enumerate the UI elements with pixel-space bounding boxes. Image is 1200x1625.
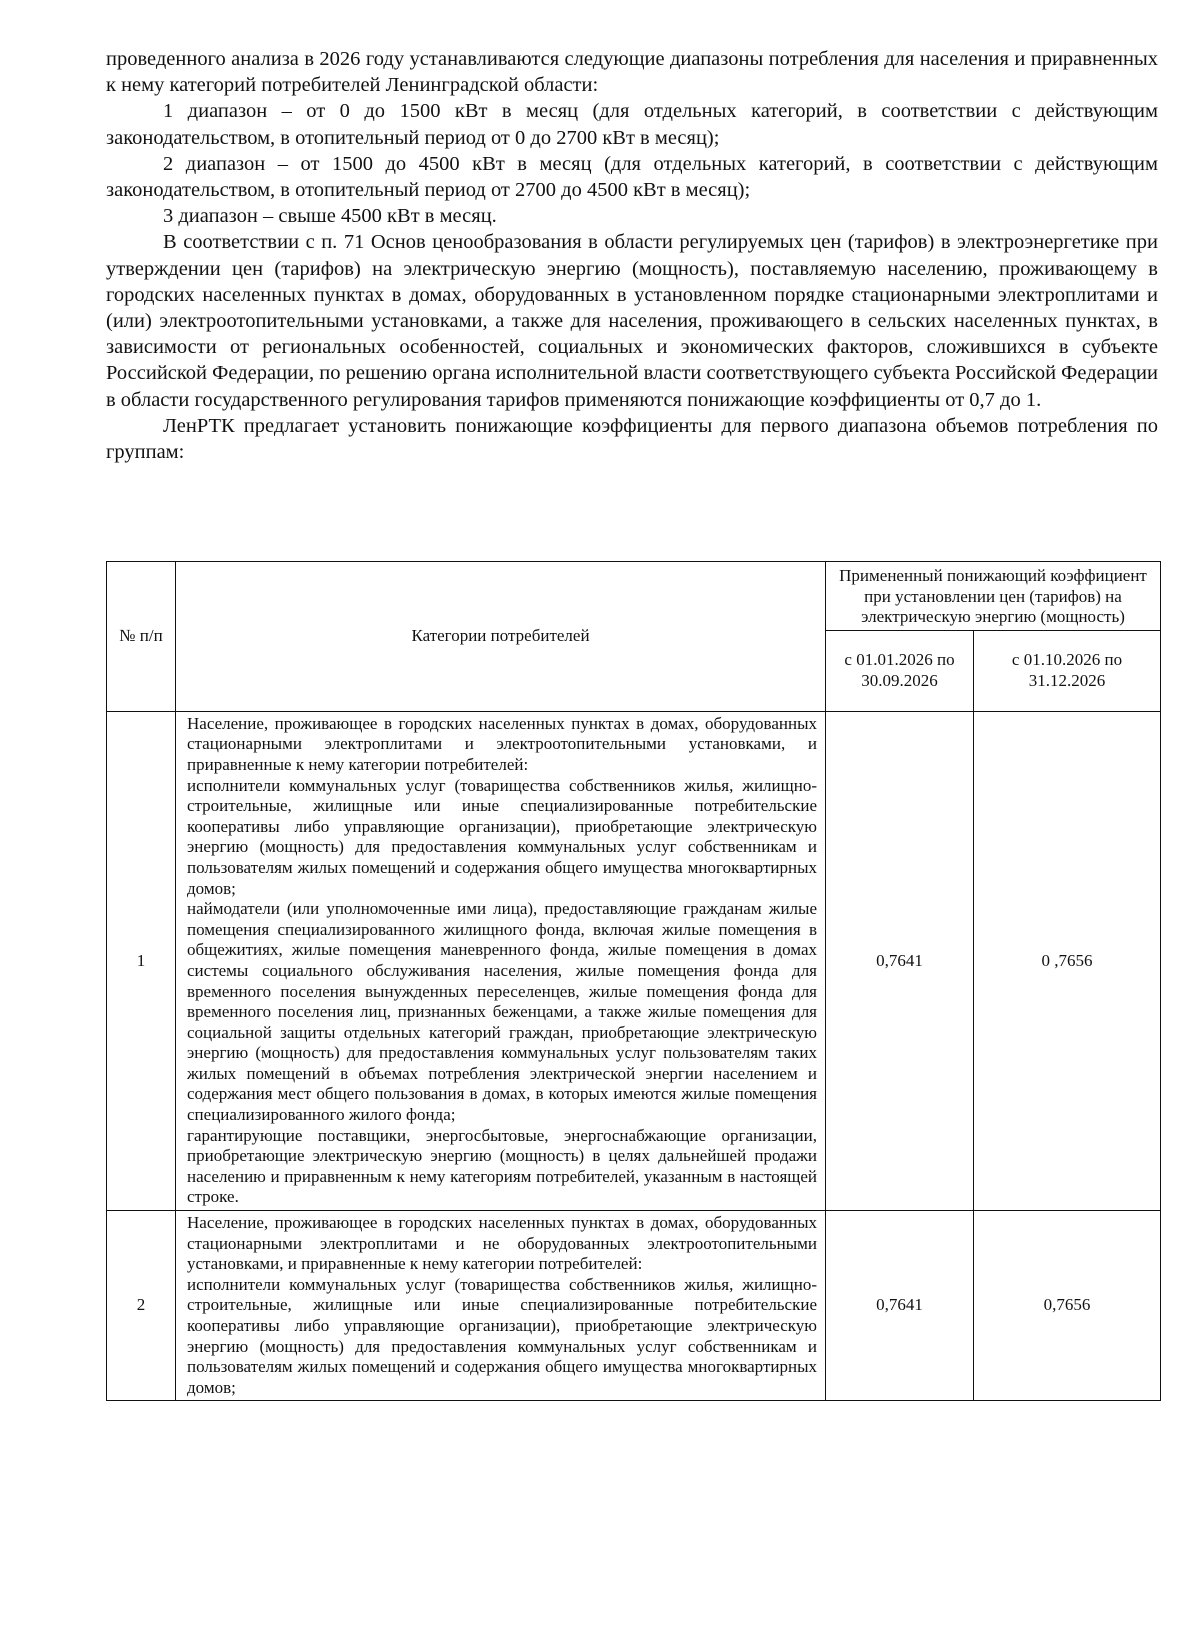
row-number: 2 — [107, 1211, 176, 1401]
header-period-2: с 01.10.2026 по 31.12.2026 — [974, 630, 1161, 711]
table-row — [107, 1211, 1161, 1401]
header-period-1: с 01.01.2026 по 30.09.2026 — [826, 630, 974, 711]
body-text — [106, 46, 1158, 465]
category-text: наймодатели (или уполномоченные ими лица), предоставляющие гражданам жилые помещения специализированного жилищного фонда, включая жилые помещения в общежитиях, жилые помещения маневренного фонда, жилые помещения в домах системы социального обслуживания населения, жилые помещения фонда для временного поселения вынужденных переселенцев, жилые помещения фонда для временного поселения лиц, признанных беженцами, а также жилые помещения для социальной защиты отдельных категорий граждан, приобретающие электрическую энергию (мощность) для предоставления коммунальных услуг пользователям таких жилых помещений в объемах потребления электрической энергии населением и содержания мест общего пользования в домах, в которых имеются жилые помещения специализированного жилого фонда; — [187, 899, 817, 1125]
header-coefficient: Примененный понижающий коэффициент при установлении цен (тарифов) на электрическую энергию (мощность) — [826, 562, 1161, 631]
category-text: исполнители коммунальных услуг (товарищества собственников жилья, жилищно-строительные, жилищные или иные специализированные потребительские кооперативы либо управляющие организации), приобретающие электрическую энергию (мощность) для предоставления коммунальных услуг собственникам и пользователям жилых помещений и содержания общего имущества многоквартирных домов; — [187, 775, 817, 898]
paragraph-range-1: 1 диапазон – от 0 до 1500 кВт в месяц (для отдельных категорий, в соответствии с действующим законодательством, в отопительный период от 0 до 2700 кВт в месяц); — [106, 100, 1158, 149]
header-number: № п/п — [107, 562, 176, 712]
header-category: Категории потребителей — [176, 562, 826, 712]
row-value-period-2: 0,7656 — [974, 1211, 1161, 1401]
category-text: исполнители коммунальных услуг (товарищества собственников жилья, жилищно-строительные, жилищные или иные специализированные потребительские кооперативы либо управляющие организации), приобретающие электрическую энергию (мощность) для предоставления коммунальных услуг собственникам и пользователям жилых помещений и содержания общего имущества многоквартирных домов; — [187, 1274, 817, 1397]
row-value-period-1: 0,7641 — [826, 711, 974, 1210]
paragraph-range-3: 3 диапазон – свыше 4500 кВт в месяц. — [163, 205, 497, 228]
paragraph-ranges-intro: проведенного анализа в 2026 году устанавливаются следующие диапазоны потребления для населения и приравненных к нему категорий потребителей Ленинградской области: — [106, 48, 1158, 97]
table-row — [107, 711, 1161, 1210]
row-value-period-2: 0 ,7656 — [974, 711, 1161, 1210]
coefficients-table — [106, 561, 1161, 1401]
row-number: 1 — [107, 711, 176, 1210]
row-category — [176, 711, 826, 1210]
category-text: Население, проживающее в городских населенных пунктах в домах, оборудованных стационарными электроплитами и электроотопительными установками, и приравненные к нему категории потребителей: — [187, 713, 817, 774]
paragraph-range-2: 2 диапазон – от 1500 до 4500 кВт в месяц (для отдельных категорий, в соответствии с действующим законодательством, в отопительный период от 2700 до 4500 кВт в месяц); — [106, 152, 1158, 202]
row-category — [176, 1211, 826, 1401]
category-text: Население, проживающее в городских населенных пунктах в домах, оборудованных стационарными электроплитами и не оборудованных электроотопительными установками, и приравненные к нему категории потребителей: — [187, 1213, 817, 1274]
paragraph-legal-basis: В соответствии с п. 71 Основ ценообразования в области регулируемых цен (тарифов) в электроэнергетике при утверждении цен (тарифов) на электрическую энергию (мощность), поставляемую населению, проживающему в городских населенных пунктах в домах, оборудованных в установленном порядке стационарными электроплитами и (или) электроотопительными установками, а также для населения, проживающего в сельских населенных пунктах, в зависимости от региональных особенностей, социальных и экономических факторов, сложившихся в субъекте Российской Федерации, по решению органа исполнительной власти соответствующего субъекта Российской Федерации в области государственного регулирования тарифов применяются понижающие коэффициенты от 0,7 до 1. — [106, 231, 1158, 411]
category-text: гарантирующие поставщики, энергосбытовые, энергоснабжающие организации, приобретающие электрическую энергию (мощность) в целях дальнейшей продажи населению и приравненным к нему категориям потребителей, указанным в настоящей строке. — [187, 1125, 817, 1207]
paragraph-proposal: ЛенРТК предлагает установить понижающие коэффициенты для первого диапазона объемов потребления по группам: — [106, 414, 1158, 464]
row-value-period-1: 0,7641 — [826, 1211, 974, 1401]
table-header-row — [107, 562, 1161, 631]
